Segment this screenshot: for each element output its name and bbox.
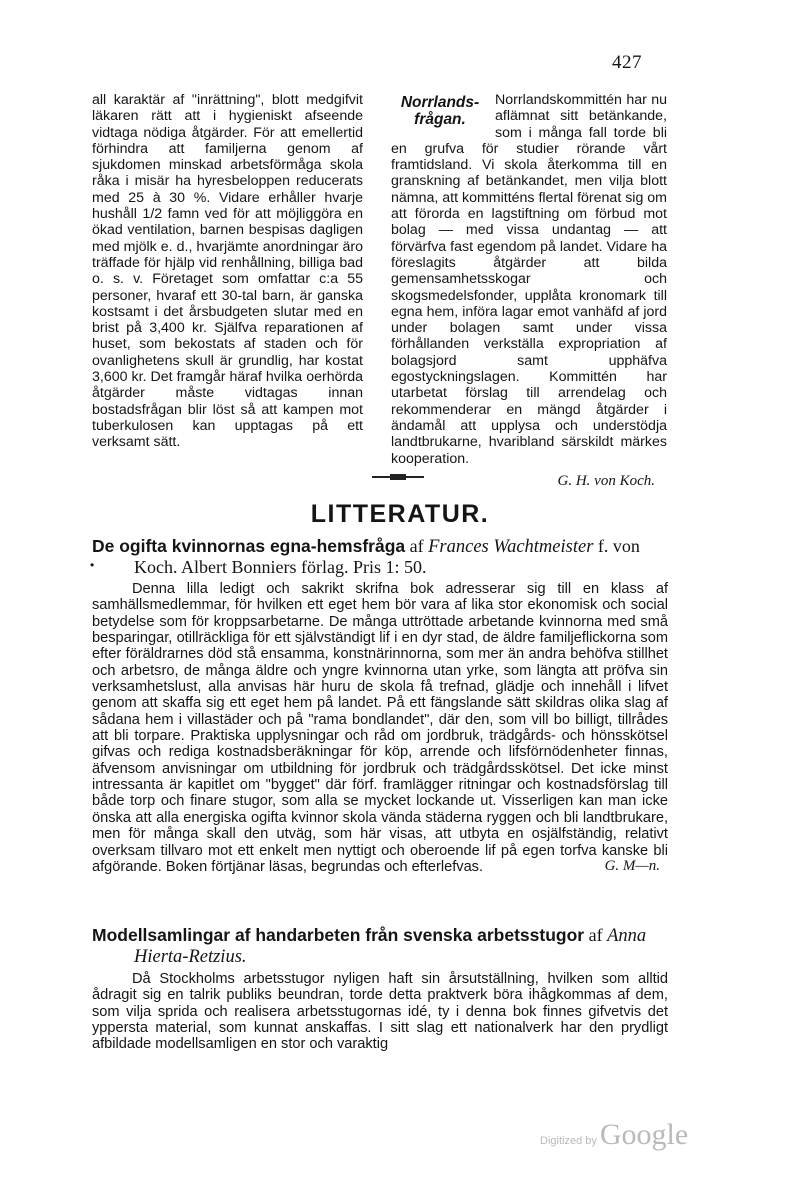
bullet-mark: • <box>90 558 95 572</box>
review-1-book-title: De ogifta kvinnornas egna-hemsfråga <box>92 536 406 556</box>
review-2-heading <box>92 925 668 967</box>
review-2-text: Då Stockholms arbetsstugor nyligen haft sin årsutställning, hvilken som alltid ådragit sig en talrik publiks beundran, torde detta praktverk böra ihågkommas af dem, som vilja sprida och realisera arbetsstugornas idé, ty i denna bok finnes gifvetvis det yppersta material, som kunnat anskaffas. I sitt slag ett nationalverk har den prydligt afbildade modellsamligen en stor och varaktig <box>92 971 668 1053</box>
watermark-prefix: Digitized by <box>540 1135 597 1147</box>
google-logo-text: Google <box>599 1118 689 1151</box>
norrland-signature: G. H. von Koch. <box>557 472 655 489</box>
left-column-text: all karaktär af "inrättning", blott medgifvit läkaren rätt att i hygieniskt afseende vidtaga nödiga åtgärder. För att emellertid förhindra att familjerna genom af sjukdomen minskad arbetsförmåga skola råka i misär ha hyresbeloppen reducerats med 25 à 30 %. Vidare erhåller hvarje hushåll 1/2 famn ved för att möjliggöra en ökad ventilation, barnen bespisas dagligen med mjölk e. d., hvarjämte anordningar äro träffade för hjälp vid renhållning, billiga bad o. s. v. Företaget som omfattar c:a 55 personer, hvaraf ett 30-tal barn, är ganska kostsamt i det årsbudgeten slutar med en brist på 3,400 kr. Själfva reparationen af huset, som bekostats af staden och för ovanlighetens skull är grundlig, har kostat 3,600 kr. Det framgår häraf hvilka oerhörda åtgärder måste vidtagas innan bostadsfrågan blir löst så att kampen mot tuberkulosen kan upptagas på ett verksamt sätt. <box>92 92 363 451</box>
section-divider <box>372 476 424 478</box>
review-1-publisher: f. von Koch. Albert Bonniers förlag. Pris 1: 50. <box>134 536 640 577</box>
review-2-book-title: Modellsamlingar af handarbeten från svenska arbetsstugor <box>92 925 585 945</box>
review-2-author: Anna Hierta-Retzius. <box>134 926 647 967</box>
left-column <box>92 92 363 451</box>
norrland-side-heading <box>391 92 489 128</box>
review-1-heading <box>92 536 668 577</box>
side-heading-line1: Norrlands- <box>400 94 480 111</box>
review-1 <box>92 536 668 875</box>
side-heading-line2: frågan. <box>414 111 466 128</box>
page-number: 427 <box>612 52 642 73</box>
review-1-author: Frances Wachtmeister <box>428 537 594 557</box>
review-2 <box>92 925 668 1053</box>
review-1-text: Denna lilla ledigt och sakrikt skrifna bok adresserar sig till en klass af samhällsmedlemmar, för hvilken ett eget hem bör vara af lika stor ekonomisk och social betydelse som för kroppsarbetarne. De många uttröttade arbetande kvinnorna med små besparingar, otillräckliga för ett självständigt lif i en dyr stad, de äldre familjeflickorna som efter föräldrarnes död stå ensamma, konstnärinnorna, som mer än andra behöfva stillhet och arbetsro, de många äldre och yngre kvinnorna utan yrke, som längta att pröfva sin verksamhetslust, alla anvisas här huru de skola få trefnad, glädje och innehåll i lifvet genom att skaffa sig ett eget hem på landet. På ett fängslande sätt skildras olika slag af sådana hem i villastäder och på "rama bondlandet", där den, som vill bo billigt, tillrådes att bli torpare. Praktiska upplysningar och råd om jordbruk, trädgårds- och hönsskötsel gifvas och rediga kostnadsberäkningar för köp, arrende och lifsförnödenheter finnas, äfvensom anvisningar om utbildning för jordbruk och trädgårdsskötsel. Det icke minst intressanta är kapitlet om "bygget" där förf. framlägger ritningar och kostnadsförslag till både torp och finare stugor, som alla se mycket lockande ut. Visserligen kan man icke önska att alla energiska ogifta kvinnor skola vända städerna ryggen och bli landtbrukare, men för många skall den utväg, som här visas, att utbyta en osjälfständig, relativt overksam tillvaro mot ett enkelt men nyttigt och oberoende lif på egen torfva kanske bli afgörande. Boken förtjänar läsas, begrundas och efterlefvas. <box>92 581 668 875</box>
review-2-by: af <box>584 925 608 945</box>
section-title: LITTERATUR. <box>310 500 490 528</box>
google-watermark <box>540 1118 688 1152</box>
review-1-by: af <box>405 536 429 556</box>
norrland-text: Norrlandskommittén har nu aflämnat sitt betänkande, som i många fall torde bli en grufva för studier rörande vårt framtidsland. Vi skola återkomma till en granskning af betänkandet, men vilja blott nämna, att kommitténs flertal förenat sig om att förorda en lagstiftning om förbud mot bolag — med vissa undantag — att förvärfva fast egendom på landet. Vidare ha föreslagits åtgärder att bilda gemensamhetsskogar och skogsmedelsfonder, upplåta kronomark till egna hem, införa lagar emot vanhäfd af jord under bolagen samt under vissa förhållanden verkställa expropriation af bolagsjord samt upphäfva egostyckningslagen. Kommittén har utarbetat förslag till arrendelag och rekommenderar en mängd åtgärder i ändamål att upplysa och understödja landtbrukarne, hvaribland särskildt märkes kooperation. <box>391 92 667 467</box>
review-1-signature: G. M—n. <box>604 858 660 875</box>
right-column-norrland <box>391 92 667 489</box>
